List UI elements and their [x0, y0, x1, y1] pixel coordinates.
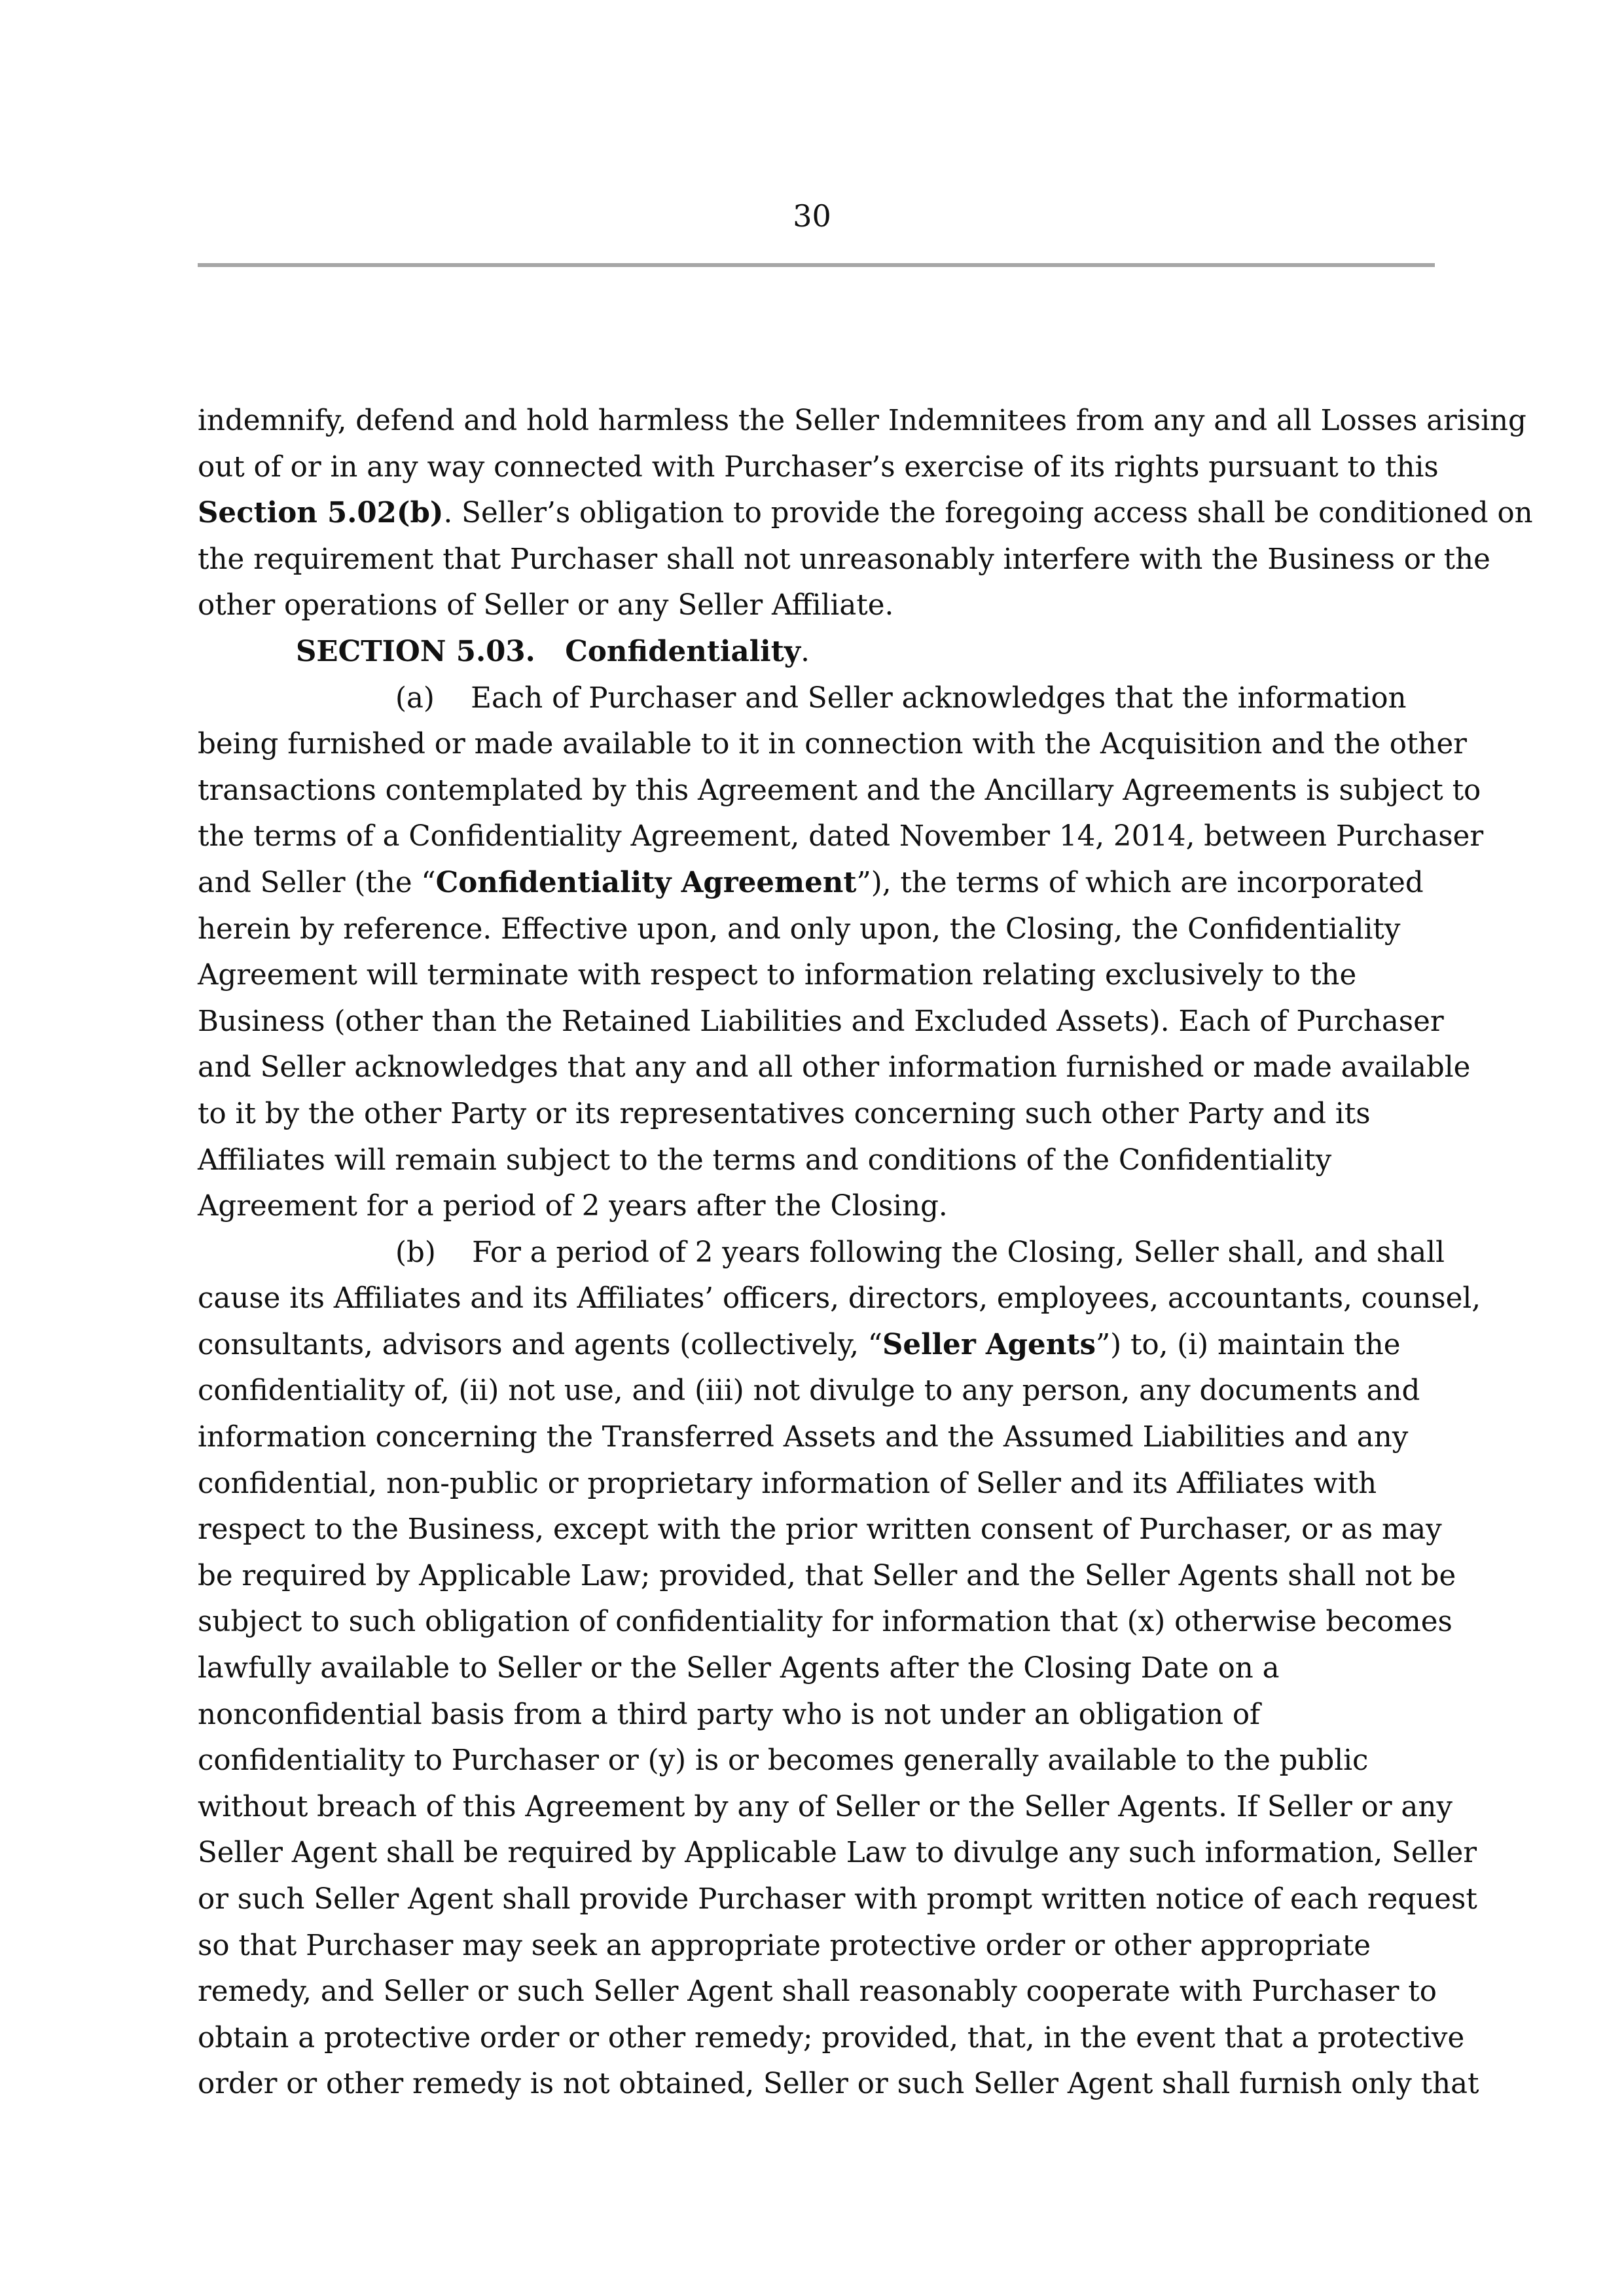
text-line: order or other remedy is not obtained, Seller or such Seller Agent shall furnish only that — [198, 2068, 1479, 2101]
section-heading-line — [198, 629, 1435, 675]
defined-term: Seller Agents — [882, 1327, 1096, 1361]
text-line: to it by the other Party or its representatives concerning such other Party and its — [198, 1097, 1371, 1130]
text-run: ”) to, (i) maintain the — [1095, 1328, 1401, 1361]
text-line: transactions contemplated by this Agreement and the Ancillary Agreements is subject to — [198, 774, 1481, 807]
text-line — [198, 1322, 1435, 1369]
text-line: the requirement that Purchaser shall not unreasonably interfere with the Business or the — [198, 543, 1490, 576]
text-line: without breach of this Agreement by any of Seller or the Seller Agents. If Seller or any — [198, 1790, 1453, 1823]
text-line: confidentiality to Purchaser or (y) is or becomes generally available to the public — [198, 1744, 1369, 1778]
section-heading: SECTION 5.03. Confidentiality — [296, 634, 801, 668]
text-line: cause its Affiliates and its Affiliates’ officers, directors, employees, accountants, counsel, — [198, 1282, 1481, 1316]
text-line: confidential, non-public or proprietary information of Seller and its Affiliates with — [198, 1467, 1377, 1500]
text-line: indemnify, defend and hold harmless the Seller Indemnitees from any and all Losses arising — [198, 404, 1526, 437]
text-line: remedy, and Seller or such Seller Agent shall reasonably cooperate with Purchaser to — [198, 1975, 1437, 2009]
text-run: ”), the terms of which are incorporated — [856, 866, 1424, 899]
text-line: herein by reference. Effective upon, and only upon, the Closing, the Confidentiality — [198, 912, 1401, 946]
text-line: Seller Agent shall be required by Applicable Law to divulge any such information, Seller — [198, 1837, 1477, 1870]
text-run: . Seller’s obligation to provide the foregoing access shall be conditioned on — [443, 497, 1533, 530]
text-line: out of or in any way connected with Purchaser’s exercise of its rights pursuant to this — [198, 450, 1439, 484]
text-line: lawfully available to Seller or the Seller Agents after the Closing Date on a — [198, 1652, 1280, 1685]
text-run: . — [801, 635, 810, 668]
text-line: confidentiality of, (ii) not use, and (iii) not divulge to any person, any documents and — [198, 1374, 1420, 1408]
text-line: subject to such obligation of confidentiality for information that (x) otherwise becomes — [198, 1605, 1453, 1639]
text-line: Agreement will terminate with respect to information relating exclusively to the — [198, 959, 1357, 992]
text-line: and Seller acknowledges that any and all other information furnished or made available — [198, 1051, 1471, 1085]
text-line: or such Seller Agent shall provide Purchaser with prompt written notice of each request — [198, 1883, 1477, 1916]
text-line: other operations of Seller or any Seller Affiliate. — [198, 589, 894, 622]
header-rule — [198, 263, 1435, 267]
text-line: respect to the Business, except with the prior written consent of Purchaser, or as may — [198, 1513, 1442, 1547]
paragraph-b-start: (b) For a period of 2 years following the Closing, Seller shall, and shall — [395, 1236, 1445, 1269]
defined-term: Confidentiality Agreement — [435, 865, 857, 899]
text-line: Affiliates will remain subject to the terms and conditions of the Confidentiality — [198, 1143, 1332, 1177]
section-reference: Section 5.02(b) — [198, 496, 444, 530]
text-line: nonconfidential basis from a third party who is not under an obligation of — [198, 1698, 1261, 1731]
body-text — [198, 398, 1533, 2108]
text-line: the terms of a Confidentiality Agreement, dated November 14, 2014, between Purchaser — [198, 820, 1484, 853]
page-number: 30 — [793, 198, 831, 234]
paragraph-a-start: (a) Each of Purchaser and Seller acknowledges that the information — [395, 681, 1407, 715]
text-line — [198, 860, 1435, 906]
text-line — [198, 490, 1533, 537]
text-line: be required by Applicable Law; provided, that Seller and the Seller Agents shall not be — [198, 1559, 1456, 1592]
text-run: and Seller (the “ — [198, 866, 436, 899]
text-line: Agreement for a period of 2 years after the Closing. — [198, 1190, 948, 1223]
text-line: so that Purchaser may seek an appropriate protective order or other appropriate — [198, 1929, 1371, 1962]
text-line: obtain a protective order or other remedy; provided, that, in the event that a protective — [198, 2021, 1465, 2054]
text-line: information concerning the Transferred Assets and the Assumed Liabilities and any — [198, 1421, 1409, 1454]
text-line: Business (other than the Retained Liabilities and Excluded Assets). Each of Purchaser — [198, 1005, 1444, 1038]
text-line: being furnished or made available to it in connection with the Acquisition and the other — [198, 728, 1467, 761]
text-run: consultants, advisors and agents (collectively, “ — [198, 1328, 882, 1361]
